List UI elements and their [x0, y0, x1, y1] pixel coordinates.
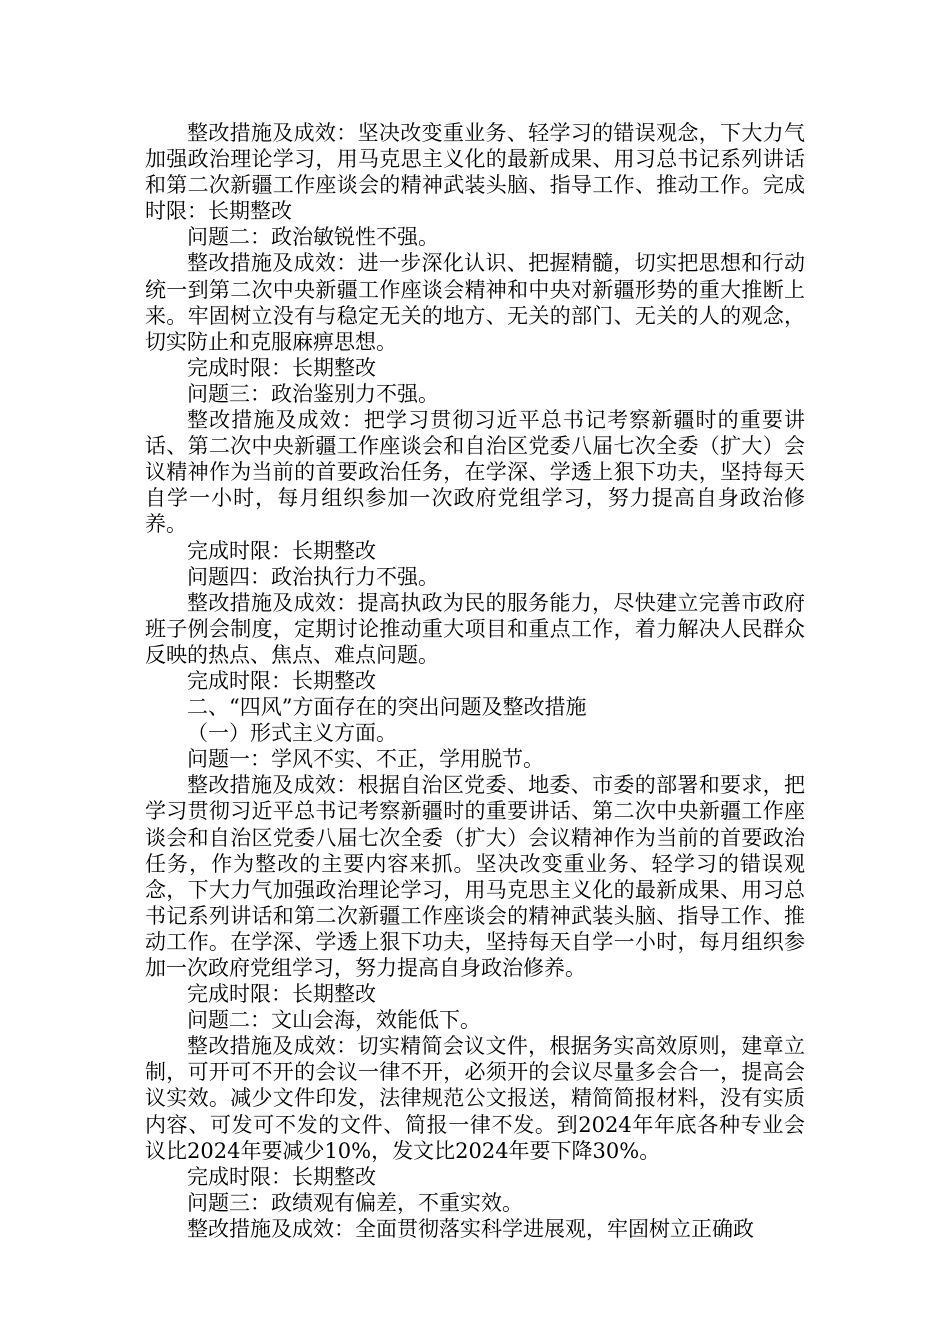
paragraph-18: 完成时限：长期整改	[187, 1164, 376, 1189]
paragraph-6: 整改措施及成效：把学习贯彻习近平总书记考察新疆时的重要讲话、第二次中央新疆工作座谈会和自治区党委八届七次全委（扩大）会议精神作为当前的首要政治任务，在学深、学透上狠下功夫，坚持每天自学一小时，每月组织参加一次政府党组学习，努力提高自身政治修养。	[145, 408, 805, 537]
paragraph-16: 问题二：文山会海，效能低下。	[187, 1008, 481, 1033]
paragraph-17: 整改措施及成效：切实精简会议文件，根据务实高效原则，建章立制，可开可不开的会议一律不开，必须开的会议尽量多会合一，提高会议实效。减少文件印发，法律规范公文报送，精简简报材料，没有实质内容、可发可不发的文件、简报一律不发。到2024年年底各种专业会议比2024年要减少10%，发文比2024年要下降30%。	[145, 1034, 805, 1163]
paragraph-20: 整改措施及成效：全面贯彻落实科学进展观，牢固树立正确政	[187, 1216, 754, 1241]
paragraph-8: 问题四：政治执行力不强。	[187, 564, 439, 589]
paragraph-9: 整改措施及成效：提高执政为民的服务能力，尽快建立完善市政府班子例会制度，定期讨论推动重大项目和重点工作，着力解决人民群众反映的热点、焦点、难点问题。	[145, 590, 805, 667]
paragraph-1: 整改措施及成效：坚决改变重业务、轻学习的错误观念，下大力气加强政治理论学习，用马克思主义化的最新成果、用习总书记系列讲话和第二次新疆工作座谈会的精神武装头脑、指导工作、推动工作。完成时限：长期整改	[145, 121, 805, 224]
paragraph-2: 问题二：政治敏锐性不强。	[187, 225, 439, 250]
paragraph-19: 问题三：政绩观有偏差，不重实效。	[187, 1190, 523, 1215]
paragraph-5: 问题三：政治鉴别力不强。	[187, 381, 439, 406]
paragraph-7: 完成时限：长期整改	[187, 538, 376, 563]
document-body	[145, 120, 805, 1242]
paragraph-14: 整改措施及成效：根据自治区党委、地委、市委的部署和要求，把学习贯彻习近平总书记考察新疆时的重要讲话、第二次中央新疆工作座谈会和自治区党委八届七次全委（扩大）会议精神作为当前的首要政治任务，作为整改的主要内容来抓。坚决改变重业务、轻学习的错误观念，下大力气加强政治理论学习，用马克思主义化的最新成果、用习总书记系列讲话和第二次新疆工作座谈会的精神武装头脑、指导工作、推动工作。在学深、学透上狠下功夫，坚持每天自学一小时，每月组织参加一次政府党组学习，努力提高自身政治修养。	[145, 773, 805, 980]
paragraph-3: 整改措施及成效：进一步深化认识、把握精髓，切实把思想和行动统一到第二次中央新疆工作座谈会精神和中央对新疆形势的重大推断上来。牢固树立没有与稳定无关的地方、无关的部门、无关的人的观念，切实防止和克服麻痹思想。	[145, 251, 805, 354]
paragraph-4: 完成时限：长期整改	[187, 355, 376, 380]
paragraph-15: 完成时限：长期整改	[187, 982, 376, 1007]
subsection-heading: （一）形式主义方面。	[187, 721, 397, 746]
paragraph-10: 完成时限：长期整改	[187, 668, 376, 693]
paragraph-13: 问题一：学风不实、不正，学用脱节。	[187, 747, 544, 772]
section-heading: 二、“四风”方面存在的突出问题及整改措施	[187, 695, 587, 720]
